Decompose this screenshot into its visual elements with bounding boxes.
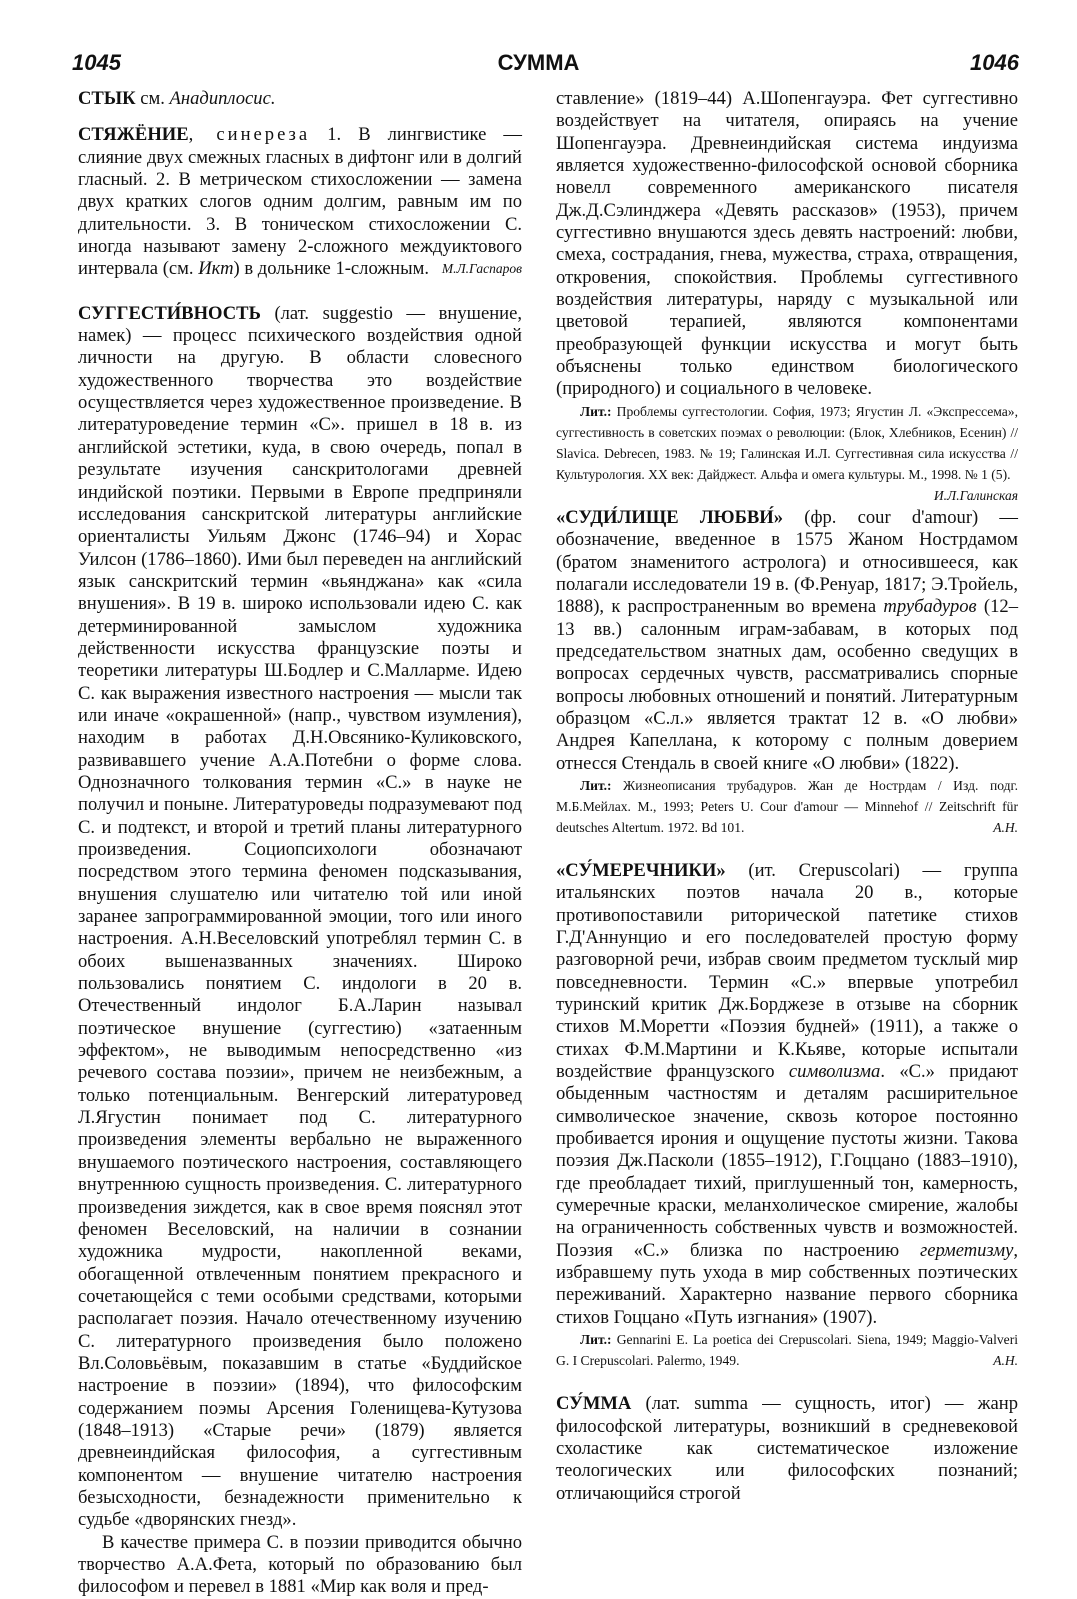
headword: СТЫК [78,88,136,109]
entry-text: (лат. suggestio — внушение, намек) — процесс психического воздействия одной личности на другую. В области словесного художественного творчества это воздействие осуществляется через художественное произведение. В литературоведение термин «С». пришел в 18 в. из английской эстетики, куда, в свою очередь, попал в результате изучения санскритологами древней индийской поэтики. Первыми в Европе предприняли исследования санскритской литературы английские ориенталисты Уильям Джонс (1746–94) и Хорас Уилсон (1786–1860). Ими был переведен на английский язык санскритский термин «вьянджана» как «сила внушения». В 19 в. широко использовали идею С. как детерминированной замыслом художника действенности искусства французские поэты и теоретики литературы Ш.Бодлер и С.Малларме. Идею С. как выражения известного настроения — мысли так или иначе «окрашенной» (напр., чувством изумления), находим в работах Д.Н.Овсянико-Куликовского, развивавшего учение А.А.Потебни о форме слова. Однозначного толкования термин «С.» в науке не получил и поныне. Литературоведы подразумевают под С. и подтекст, и второй и третий планы литературного произведения. Социопсихологи обозначают посредством этого термина феномен подсказывания, внушения слушателю или читателю той или иной заранее запрограммированной эмоции, того или иного настроения. А.Н.Веселовский употреблял термин С. в обоих вышеназванных значениях. Широко пользовались понятием С. индологи в 20 в. Отечественный индолог Б.А.Ларин называл поэтическое внушение (суггестию) «затаенным эффектом», не выводимым непосредственно «из речевого состава поэзии», причем не неизбежным, а только потенциальным. Венгерский литературовед Л.Ягустин понимает под С. литературного произведения элементы вербально не выраженного внушаемого поэтического настроения, составляющего внутреннюю сущность произведения. С. литературного произведения зиждется, как в свое время пояснял этот феномен Веселовский, на наличии в сознании художника мудрости, накопленной веками, обогащенной отвлеченным понятием прекрасного и сочетающейся с теми особыми средствами, которыми располагает поэзия. Начало отечественному изучению С. литературного произведения было положено Вл.Соловьёвым, показавшим в статье «Буддийское настроение в поэзии» (1894), что философским содержанием поэмы Арсения Голенищева-Кутузова (1848–1913) «Старые речи» (1879) является древнеиндийская философия, а суггестивным компонентом — внушение читателю настроения безысходности, безнадежности применительно к судьбе «дворянских гнезд». [78,302,522,1531]
cross-reference: символизма [788,1061,881,1083]
headword: «СУ́МЕРЕЧНИКИ» [556,859,726,881]
cross-reference: трубадуров [883,596,977,618]
entry-suggestivnost [78,303,522,1532]
entry-text: , избравшему путь ухода в мир собственных поэтических переживаний. Характерно название первого сборника стихов Гоццано «Путь изгнания» (1907). [556,1239,1018,1328]
entry-text: (ит. Crepuscolari) — группа итальянских поэтов начала 20 в., которые противопоставили риторической патетике стихов Г.Д'Аннунцио и его последователей простую форму разговорной речи, избрав своим предметом тусклый мир повседневности. Термин «С.» впервые употребил туринский критик Дж.Борджезе в отзыве на сборник стихов М.Моретти «Поэзия будней» (1911), а также о стихах Ф.М.Мартини и К.Кьяве, которые испытали воздействие французского [556,859,1018,1083]
lit-text: Проблемы суггестологии. София, 1973; Ягустин Л. «Экспрессема», суггестивность в советских поэмах о революции: (Блок, Хлебников, Есенин) // Slavica. Debrecen, 1983. № 19; Галинская И.Л. Суггестивная сила искусства // Культурология. XX век: Дайджест. Альфа и омега культуры. М., 1998. № 1 (5). [556,403,1018,482]
entry-text: см. [135,88,170,109]
author-signature: М.Л.Гаспаров [441,261,522,277]
headword: СУГГЕСТИ́ВНОСТЬ [78,302,261,324]
page-number-left: 1045 [72,50,121,75]
bibliography [556,775,1018,838]
entry-styk [78,88,522,110]
paragraph: В качестве примера С. в поэзии приводится обычно творчество А.А.Фета, который по образованию был философом и перевел в 1881 «Мир как воля и пред- [78,1531,522,1598]
entry-text: (фр. cour d'amour) — обозначение, введенное в 1575 Жаном Нострдамом (братом знаменитого астролога) и относившееся, как полагали исследователи 19 в. (Ф.Ренуар, 1817; Э.Тройель, 1888), к распространенным во времена [556,506,1018,618]
entry-summa [556,1393,1018,1505]
cross-reference: Анадиплосис. [169,88,276,109]
entry-text: . «С.» придают обыденным частностям и деталям расширительное символическое значение, сквозь которое постоянно пробивается ирония и ощущение пустоты жизни. Такова поэзия Дж.Пасколи (1855–1912), Г.Гоццано (1883–1910), где преобладает тихий, приглушенный тон, камерность, сумеречные краски, меланхолическое смирение, жалобы на ограниченность собственных чувств и возможностей. Поэзия «С.» близка по настроению [556,1061,1018,1261]
right-column [556,88,1018,1505]
entry-continuation: ставление» (1819–44) А.Шопенгауэра. Фет суггестивно воздействует на читателя, опираясь на учение Шопенгауэра. Древнеиндийская система индуизма является художественно-философской основой сборника новелл современного американского писателя Дж.Д.Сэлинджера «Девять рассказов» (1953), причем суггестивно внушаются здесь девять настроений: любви, смеха, сострадания, гнева, мужества, страха, отвращения, откровения, спокойствия. Проблемы суггестивного воздействия литературы, наряду с музыкальной или цветовой терапией, являются компонентами преобразующей функции искусства и могут быть объяснены только единством биологического (природного) и социального в человеке. [556,88,1018,400]
bibliography [556,1329,1018,1371]
left-column [78,88,522,1599]
headword: СУ́ММА [556,1393,632,1415]
lit-text: Жизнеописания трубадуров. Жан де Нострдам / Изд. подг. М.Б.Мейлах. М., 1993; Peters U. Cour d'amour — Minnehof // Zeitschrift für deutsches Altertum. 1972. Bd 101. [556,777,1018,835]
entry-text: 1. В лингвистике — слияние двух смежных гласных в дифтонг или в долгий гласный. 2. В метрическом стихосложении — замена двух кратких слогов одним долгим, равным им по длительности. 3. В тоническом стихосложении С. иногда называют замену 2-сложного междуиктового интервала (см. [78,124,522,280]
entry-text: (12–13 вв.) салонным играм-забавам, в которых под председательством знатных дам, особенно сведущих в вопросах сердечных чувств, рассматривались спорные вопросы любовных отношений и понятий. Литературным образцом «С.л.» является трактат 12 в. «О любви» Андрея Капеллана, к которому с полным доверием отнесся Стендаль в своей книге «О любви» (1822). [556,596,1018,774]
entry-sudilishche-lyubvi [556,507,1018,775]
lit-text: Gennarini E. La poetica dei Crepuscolari. Siena, 1949; Maggio-Valveri G. I Crepuscolari. Palermo, 1949. [556,1332,1018,1369]
headword: СТЯЖЁНИЕ [78,124,189,146]
lit-label: Лит.: [580,777,612,793]
bibliography [556,401,1018,503]
cross-reference: герметизму [919,1239,1014,1261]
headword: «СУДИ́ЛИЩЕ ЛЮБВИ́» [556,506,784,528]
page-number-right: 1046 [970,50,1019,75]
synonym: , синереза [188,124,311,146]
entry-text: (лат. summa — сущность, итог) — жанр философской литературы, возникший в средневековой схоластике как систематическое изложение теологических или философских познаний; отличающийся строгой [556,1393,1018,1504]
cross-reference: Икт [198,258,234,280]
lit-label: Лит.: [580,403,612,419]
lit-label: Лит.: [580,1332,612,1348]
author-signature: А.Н. [993,819,1018,835]
entry-text: ) в дольнике 1-сложным. [233,258,430,280]
author-signature: А.Н. [993,1353,1018,1369]
entry-styazhenie [78,124,522,280]
entry-sumerechniki [556,860,1018,1329]
author-signature: И.Л.Галинская [933,487,1018,503]
running-head: СУММА [497,50,580,75]
